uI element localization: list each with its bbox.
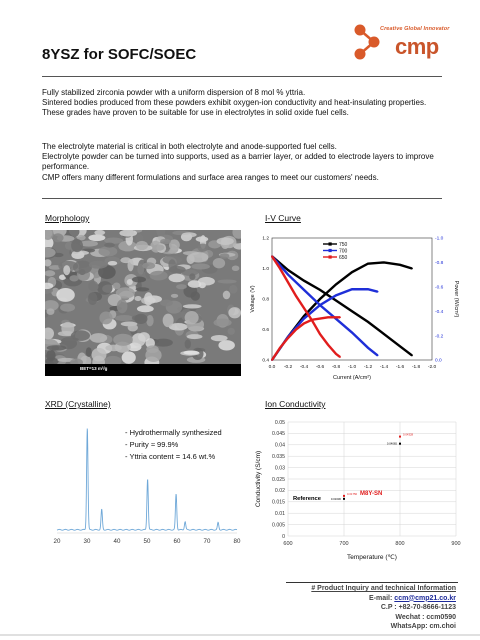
sem-particle xyxy=(217,237,234,245)
sem-particle xyxy=(104,243,115,248)
sem-particle xyxy=(89,261,108,269)
y-tick-label: 0.02 xyxy=(274,488,285,495)
sem-particle xyxy=(132,333,146,346)
intro-line: Fully stabilized zirconia powder with a uniform dispersion of 8 mol % yttria. xyxy=(42,88,306,97)
title-divider xyxy=(42,76,442,77)
power-point xyxy=(279,347,281,349)
y-tick-label: 0.04 xyxy=(274,442,285,449)
power-point xyxy=(271,359,273,361)
x-tick-label: 50 xyxy=(143,538,151,545)
sem-particle xyxy=(88,292,98,305)
x-tick-label: 20 xyxy=(53,538,61,545)
y-tick-label: 0.4 xyxy=(262,358,269,364)
sem-particle xyxy=(117,299,128,313)
sem-particle xyxy=(213,258,225,268)
power-point xyxy=(319,318,321,320)
sem-particle xyxy=(113,334,133,346)
sem-particle xyxy=(191,291,200,300)
sem-particle xyxy=(153,244,164,251)
plot-frame xyxy=(272,238,432,360)
y-tick-label: 1.2 xyxy=(262,236,269,242)
sem-particle xyxy=(160,239,171,245)
sem-particle xyxy=(45,259,51,266)
y-tick-label: 0.8 xyxy=(262,297,269,303)
sem-particle xyxy=(56,288,75,302)
xrd-note: - Hydrothermally synthesized xyxy=(125,428,222,437)
voltage-point xyxy=(287,281,289,283)
y2-tick-label: -0.8 xyxy=(435,261,444,267)
m8y-sn-point xyxy=(399,436,401,438)
voltage-point xyxy=(303,289,305,291)
sem-particle xyxy=(88,234,105,241)
sem-particle xyxy=(183,304,202,308)
x-tick-label: -0.6 xyxy=(315,365,325,370)
voltage-point xyxy=(367,321,369,323)
page-bottom-bar xyxy=(0,634,480,636)
sem-particle xyxy=(163,314,174,328)
voltage-point xyxy=(383,333,385,335)
m8y-sn-point xyxy=(343,495,345,497)
usage-line: CMP offers many different formulations and surface area ranges to meet our customers' needs. xyxy=(42,172,379,182)
iv-curve-heading: I-V Curve xyxy=(265,213,301,223)
x-tick-label: -1.8 xyxy=(411,365,421,370)
voltage-point xyxy=(303,280,305,282)
x-tick-label: 30 xyxy=(83,538,91,545)
voltage-line-750 xyxy=(272,256,412,355)
y2-tick-label: -1.0 xyxy=(435,236,444,242)
sem-particle xyxy=(71,239,83,252)
inquiry-heading: # Product Inquiry and technical Information xyxy=(311,585,456,592)
power-point xyxy=(335,294,337,296)
power-point xyxy=(295,329,297,331)
sem-particle xyxy=(211,335,228,341)
power-point xyxy=(327,316,329,318)
y-tick-label: 0.015 xyxy=(272,499,285,506)
sem-particle xyxy=(160,300,173,307)
x-axis-label: Temperature (℃) xyxy=(347,554,397,561)
x-tick-label: 700 xyxy=(339,541,349,547)
y-tick-label: 1.0 xyxy=(262,267,269,273)
intro-line: Sintered bodies produced from these powders exhibit oxygen-ion conductivity and heat-insulating properties. xyxy=(42,98,427,108)
footer-divider xyxy=(286,582,458,583)
voltage-point xyxy=(377,355,379,357)
x-tick-label: -1.4 xyxy=(379,365,389,370)
sem-particle xyxy=(105,345,121,352)
power-point xyxy=(335,316,337,318)
legend-marker xyxy=(329,255,332,258)
reference-point xyxy=(399,443,401,445)
sem-particle xyxy=(122,351,136,363)
voltage-point xyxy=(295,295,297,297)
m8y-sn-value-label: 0.04328 xyxy=(403,432,414,437)
sem-particle xyxy=(144,292,153,305)
sem-caption: BET=13 m²/g xyxy=(80,366,108,371)
x-tick-label: 600 xyxy=(283,541,293,547)
legend-marker xyxy=(329,249,332,252)
power-point xyxy=(367,288,369,290)
sem-particle xyxy=(73,260,92,274)
sem-particle xyxy=(146,315,153,326)
x-tick-label: -1.0 xyxy=(347,365,357,370)
sem-particle xyxy=(63,265,70,275)
voltage-point xyxy=(339,356,341,358)
power-point xyxy=(351,288,353,290)
usage-paragraph xyxy=(42,142,452,183)
x-tick-label: -1.2 xyxy=(363,365,373,370)
voltage-point xyxy=(287,274,289,276)
power-point xyxy=(383,262,385,264)
voltage-line-650 xyxy=(272,256,340,357)
logo-wordmark: cmp xyxy=(395,34,439,59)
sem-particle xyxy=(189,252,209,262)
voltage-point xyxy=(335,353,337,355)
power-point xyxy=(311,319,313,321)
intro-paragraph xyxy=(42,88,452,119)
y-tick-label: 0.6 xyxy=(262,328,269,334)
voltage-point xyxy=(287,269,289,271)
sem-particle xyxy=(88,281,98,291)
y2-tick-label: -0.6 xyxy=(435,285,444,291)
sem-particle xyxy=(98,246,117,256)
xrd-note: - Purity ≈ 99.9% xyxy=(125,440,179,449)
voltage-point xyxy=(319,289,321,291)
power-point xyxy=(339,316,341,318)
wechat-row: Wechat : ccm0590 xyxy=(395,613,456,621)
y-tick-label: 0.045 xyxy=(272,431,285,438)
power-line-700 xyxy=(272,289,378,360)
sem-particle xyxy=(188,280,202,288)
voltage-point xyxy=(351,332,353,334)
m8y-sn-value-label: 0.01750 xyxy=(347,491,358,496)
sem-particle xyxy=(169,274,185,283)
sem-particle xyxy=(189,273,195,280)
usage-line: The electrolyte material is critical in both electrolyte and anode-supported fuel cells. xyxy=(42,142,337,151)
sem-image xyxy=(45,230,241,376)
sem-particle xyxy=(128,324,138,331)
power-point xyxy=(351,271,353,273)
email-link[interactable]: ccm@cmp21.co.kr xyxy=(394,594,456,602)
sem-particle xyxy=(228,328,235,335)
legend-label: 700 xyxy=(339,248,348,255)
power-point xyxy=(335,283,337,285)
ion-conductivity-chart xyxy=(248,414,468,574)
voltage-point xyxy=(279,268,281,270)
voltage-point xyxy=(327,344,329,346)
x-tick-label: -0.8 xyxy=(331,365,341,370)
sem-particle xyxy=(150,271,168,281)
voltage-point xyxy=(367,347,369,349)
sem-particle xyxy=(90,333,107,343)
sem-particle xyxy=(197,243,208,251)
email-row xyxy=(311,594,456,604)
sem-particle xyxy=(115,315,133,321)
voltage-point xyxy=(271,255,273,257)
sem-particle xyxy=(71,330,90,341)
reference-value-label: 0.04065 xyxy=(386,441,397,446)
sem-particle xyxy=(187,334,203,339)
sem-particle xyxy=(108,261,117,266)
sem-particle xyxy=(60,303,75,311)
reference-value-label: 0.01630 xyxy=(330,496,341,501)
m8y-sn-series-label: M8Y-SN xyxy=(360,490,383,497)
sem-particle xyxy=(213,319,231,327)
sem-particle xyxy=(191,264,210,270)
email-label: E-mail: xyxy=(369,594,395,602)
content-divider xyxy=(42,198,442,199)
sem-particle xyxy=(45,270,55,276)
sem-particle xyxy=(45,327,54,339)
x-tick-label: -0.2 xyxy=(283,365,293,370)
morphology-heading: Morphology xyxy=(45,213,90,223)
x-tick-label: 800 xyxy=(395,541,405,547)
contact-info xyxy=(311,584,456,632)
sem-particle xyxy=(86,347,92,357)
sem-particle xyxy=(99,312,112,325)
power-point xyxy=(303,318,305,320)
xrd-notes xyxy=(125,427,222,463)
sem-particle xyxy=(47,308,55,315)
sem-particle xyxy=(145,348,161,362)
y-axis-label: Voltage (V) xyxy=(250,285,256,313)
y-tick-label: 0.05 xyxy=(274,419,285,426)
sem-particle xyxy=(176,284,187,289)
x-tick-label: 70 xyxy=(203,538,211,545)
sem-particle xyxy=(154,339,173,347)
voltage-point xyxy=(335,300,337,302)
y2-tick-label: 0.0 xyxy=(435,358,442,364)
sem-particle xyxy=(171,294,178,298)
voltage-point xyxy=(319,333,321,335)
ion-heading: Ion Conductivity xyxy=(265,399,326,409)
y2-tick-label: -0.4 xyxy=(435,309,444,315)
x-tick-label: 40 xyxy=(113,538,121,545)
y2-axis-label: Power (W/cm²) xyxy=(453,280,459,318)
sem-particle xyxy=(228,307,241,318)
sem-particle xyxy=(142,262,155,269)
power-point xyxy=(319,298,321,300)
sem-particle xyxy=(168,259,176,270)
legend-marker xyxy=(329,242,332,245)
phone-row: C.P : +82-70-8666-1123 xyxy=(380,604,456,611)
power-point xyxy=(287,337,289,339)
logo-tagline: Creative Global Innovator xyxy=(380,26,450,32)
x-axis-label: Current (A/cm²) xyxy=(333,375,371,381)
y-tick-label: 0.025 xyxy=(272,476,285,483)
y-tick-label: 0 xyxy=(282,533,285,540)
power-point xyxy=(377,291,379,293)
sem-particle xyxy=(232,265,240,271)
sem-particle xyxy=(182,232,197,237)
x-tick-label: -1.6 xyxy=(395,365,405,370)
y-axis-label: Conductivity (S/cm) xyxy=(255,450,262,508)
x-tick-label: -0.4 xyxy=(299,365,309,370)
sem-particle xyxy=(132,277,146,283)
legend-label: 650 xyxy=(339,254,348,261)
reference-series-label: Reference xyxy=(292,496,321,503)
power-point xyxy=(303,323,305,325)
x-tick-label: 900 xyxy=(451,541,461,547)
xrd-heading: XRD (Crystalline) xyxy=(45,399,111,409)
page-title: 8YSZ for SOFC/SOEC xyxy=(42,46,197,63)
power-line-650 xyxy=(272,317,340,360)
sem-particle xyxy=(134,314,147,324)
sem-particle xyxy=(220,253,230,259)
usage-line: Electrolyte powder can be turned into supports, used as a barrier layer, or added to electrode layers to improve performance. xyxy=(42,152,434,172)
voltage-point xyxy=(351,310,353,312)
x-tick-label: -2.0 xyxy=(427,365,437,370)
voltage-point xyxy=(303,307,305,309)
voltage-point xyxy=(399,345,401,347)
power-point xyxy=(411,268,413,270)
sem-particle xyxy=(113,283,121,290)
intro-line: These grades have proven to be suitable for use in electrolytes in solid oxide fuel cells. xyxy=(42,108,349,118)
power-point xyxy=(399,264,401,266)
sem-particle xyxy=(97,281,112,295)
sem-particle xyxy=(94,230,105,235)
y-tick-label: 0.01 xyxy=(274,511,285,517)
sem-particle xyxy=(136,287,150,291)
sem-texture xyxy=(45,230,241,376)
sem-particle xyxy=(183,350,199,354)
y2-tick-label: -0.2 xyxy=(435,334,444,340)
sem-particle xyxy=(52,233,63,242)
sem-particle xyxy=(136,241,148,250)
sem-particle xyxy=(218,340,234,350)
x-tick-label: 60 xyxy=(173,538,181,545)
x-tick-label: 0.0 xyxy=(268,365,276,370)
sem-particle xyxy=(120,257,131,263)
y-tick-label: 0.03 xyxy=(274,465,285,472)
sem-particle xyxy=(47,345,67,351)
sem-particle xyxy=(229,285,237,294)
legend-label: 750 xyxy=(339,241,348,248)
sem-particle xyxy=(185,311,199,324)
sem-particle xyxy=(218,279,237,283)
x-tick-label: 80 xyxy=(233,538,241,545)
power-point xyxy=(367,263,369,265)
power-line-750 xyxy=(272,262,412,360)
whatsapp-row: WhatsApp: cm.choi xyxy=(390,623,456,630)
power-point xyxy=(319,304,321,306)
sem-particle xyxy=(137,305,154,312)
sem-particle xyxy=(185,339,191,348)
sem-particle xyxy=(135,296,142,301)
voltage-point xyxy=(411,355,413,357)
sem-particle xyxy=(127,279,133,285)
y-tick-label: 0.035 xyxy=(272,454,285,460)
y-tick-label: 0.005 xyxy=(272,522,285,529)
xrd-note: - Yttria content = 14.6 wt.% xyxy=(125,452,216,461)
reference-point xyxy=(343,498,345,500)
sem-particle xyxy=(223,291,230,300)
sem-info-bar xyxy=(45,364,241,376)
iv-curve-chart xyxy=(245,230,465,390)
